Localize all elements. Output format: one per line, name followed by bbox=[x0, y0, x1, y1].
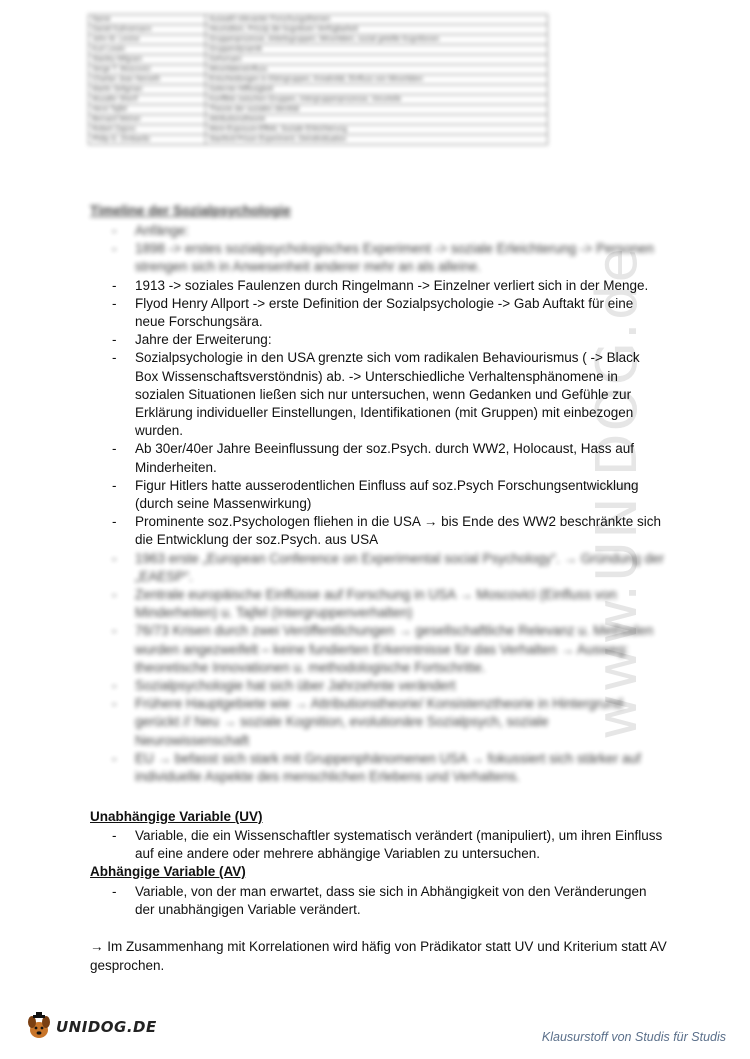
watermark: www.UNIDOG.de bbox=[585, 246, 650, 740]
table-cell-name: Philip G. Zimbardo bbox=[89, 135, 206, 145]
table-cell-name: Muzafer Sherif bbox=[89, 95, 206, 105]
table-row bbox=[89, 135, 548, 145]
table-cell-topics: Minoritäteneinfluss bbox=[206, 65, 548, 75]
list-item: - Flyod Henry Allport -> erste Definition der Sozialpsychologie -> Gab Auftakt für eine neue Forschungsära. bbox=[90, 295, 665, 331]
table-cell-name: Name bbox=[89, 15, 206, 25]
list-item: - Sozialpsychologie in den USA grenzte sich vom radikalen Behaviourismus ( -> Black Box Wissenschaftsverstöndnis) ab. -> Unterschiedliche Verhaltensphänomene in sozialen Situationen ließen sich nur untersuchen, wenn Gedanken und Gefühle zur Erklärung individueller Einstellungen, Identifikationen (mit Gruppen) mit einbezogen wurden. bbox=[90, 349, 665, 440]
table-row bbox=[89, 115, 548, 125]
list-item: - Ab 30er/40er Jahre Beeinflussung der soz.Psych. durch WW2, Holocaust, Hass auf Minderheiten. bbox=[90, 440, 665, 476]
list-item: - Variable, die ein Wissenschaftler systematisch verändert (manipuliert), um ihren Einfluss auf eine andere oder mehrere abhängige Variablen zu untersuchen. bbox=[90, 827, 665, 863]
unidog-logo[interactable] bbox=[24, 1012, 157, 1042]
list-item: - Jahre der Erweiterung: bbox=[90, 331, 665, 349]
list-item: - Anfänge: bbox=[90, 222, 665, 240]
table-cell-topics: Heuristiken, Prinzip der kognitiven Verfügbarkeit bbox=[206, 25, 548, 35]
table-row bbox=[89, 35, 548, 45]
table-row bbox=[89, 75, 548, 85]
table-cell-topics: Gehorsam bbox=[206, 55, 548, 65]
table-cell-name: Martin Seligman bbox=[89, 85, 206, 95]
table-cell-topics: Entscheidungen in Kleingruppen, Kreativität, Einfluss von Minoritäten bbox=[206, 75, 548, 85]
table-cell-topics: Mere-Exposure-Effekt, Soziale Erleichterung bbox=[206, 125, 548, 135]
table-cell-topics: Gruppendynamik bbox=[206, 45, 548, 55]
list-item: - Prominente soz.Psychologen fliehen in die USA → bis Ende des WW2 beschränkte sich die Entwicklung der soz.Psych. aus USA bbox=[90, 513, 665, 549]
list-item: - 76/73 Krisen durch zwei Veröffentlichungen → gesellschaftliche Relevanz u. Methoden wurden angezweifelt – keine fundierten Erkenntnisse für das Verhalten → Ausweg: theoretische Innovationen u. methodologische Fortschritte. bbox=[90, 622, 665, 677]
table-cell-topics: Gruppenprozesse, Arbeitsgruppen, Minoritäten, sozial geteilte Kognitionen bbox=[206, 35, 548, 45]
list-item: - Sozialpsychologie hat sich über Jahrzehnte verändert bbox=[90, 677, 665, 695]
table-cell-topics: Auswahl relevanter Forschungsthemen bbox=[206, 15, 548, 25]
table-cell-name: Bernard Weiner bbox=[89, 115, 206, 125]
table-cell-name: Charlan Jean Nemeth bbox=[89, 75, 206, 85]
list-item: - Zentrale europäische Einflüsse auf Forschung in USA → Moscovici (Einfluss von Minderheiten) u. Tajfel (Intergruppenverhalten) bbox=[90, 586, 665, 622]
list-item: - Figur Hitlers hatte ausserodentlichen Einfluss auf soz.Psych Forschungsentwicklung (durch seine Massenwirkung) bbox=[90, 477, 665, 513]
table-row bbox=[89, 95, 548, 105]
list-item: - Variable, von der man erwartet, dass sie sich in Abhängigkeit von den Veränderungen der unabhängigen Variable verändert. bbox=[90, 883, 665, 919]
table-cell-topics: Attributionstheorie bbox=[206, 115, 548, 125]
table-cell-name: Robert Zajonc bbox=[89, 125, 206, 135]
timeline-heading: Timeline der Sozialpsychologie bbox=[90, 203, 291, 218]
list-item: - Frühere Hauptgebiete wie → Attributionstheorie/ Konsistenztheorie in Hintergrund gerückt // Neu → soziale Kognition, evolutionäre Sozialpsych, soziale Neurowissenschaft bbox=[90, 695, 665, 750]
av-heading: Abhängige Variable (AV) bbox=[90, 864, 246, 879]
table-cell-name: Henri Tajfel bbox=[89, 105, 206, 115]
table-cell-name: Daniel Kahnemann bbox=[89, 25, 206, 35]
table-row bbox=[89, 105, 548, 115]
list-item: - 1898 -> erstes sozialpsychologisches Experiment -> soziale Erleichterung -> Personen strengen sich in Anwesenheit anderer mehr an als alleine. bbox=[90, 240, 665, 276]
list-item: - 1963 erste „European Conference on Experimental social Psychology“. → Gründung der „EAESP“. bbox=[90, 550, 665, 586]
table-row bbox=[89, 55, 548, 65]
table-cell-topics: Stanford Prison Experiment, Deindividuation bbox=[206, 135, 548, 145]
dog-icon bbox=[24, 1012, 54, 1042]
table-row bbox=[89, 85, 548, 95]
table-cell-name: Stanley Milgram bbox=[89, 55, 206, 65]
footer-tagline: Klausurstoff von Studis für Studis bbox=[541, 1030, 726, 1044]
table-cell-name: Serge T. Moscovici bbox=[89, 65, 206, 75]
timeline-list bbox=[90, 222, 665, 786]
table-row bbox=[89, 65, 548, 75]
table-cell-topics: Theorie der sozialen Identität bbox=[206, 105, 548, 115]
table-row bbox=[89, 25, 548, 35]
table-cell-topics: Konflikte zwischen Gruppen, Intergruppenprozesse, Vorurteile bbox=[206, 95, 548, 105]
av-list bbox=[90, 883, 665, 919]
researchers-table bbox=[88, 14, 548, 145]
uv-list bbox=[90, 827, 665, 863]
correlation-note: → Im Zusammenhang mit Korrelationen wird häfig von Prädikator statt UV und Kriterium statt AV gesprochen. bbox=[90, 939, 667, 973]
table-cell-topics: Gelernte Hilflosigkeit bbox=[206, 85, 548, 95]
list-item: - EU → befasst sich stark mit Gruppenphänomenen USA → fokussiert sich stärker auf individuelle Aspekte des menschlichen Erlebens und Verhaltens. bbox=[90, 750, 665, 786]
table-cell-name: Kurt Lewin bbox=[89, 45, 206, 55]
table-row bbox=[89, 125, 548, 135]
table-row bbox=[89, 15, 548, 25]
table-row bbox=[89, 45, 548, 55]
list-item: - 1913 -> soziales Faulenzen durch Ringelmann -> Einzelner verliert sich in der Menge. bbox=[90, 277, 665, 295]
table-cell-name: John M. Levine bbox=[89, 35, 206, 45]
uv-heading: Unabhängige Variable (UV) bbox=[90, 809, 263, 824]
logo-text: UNIDOG.DE bbox=[56, 1018, 157, 1036]
